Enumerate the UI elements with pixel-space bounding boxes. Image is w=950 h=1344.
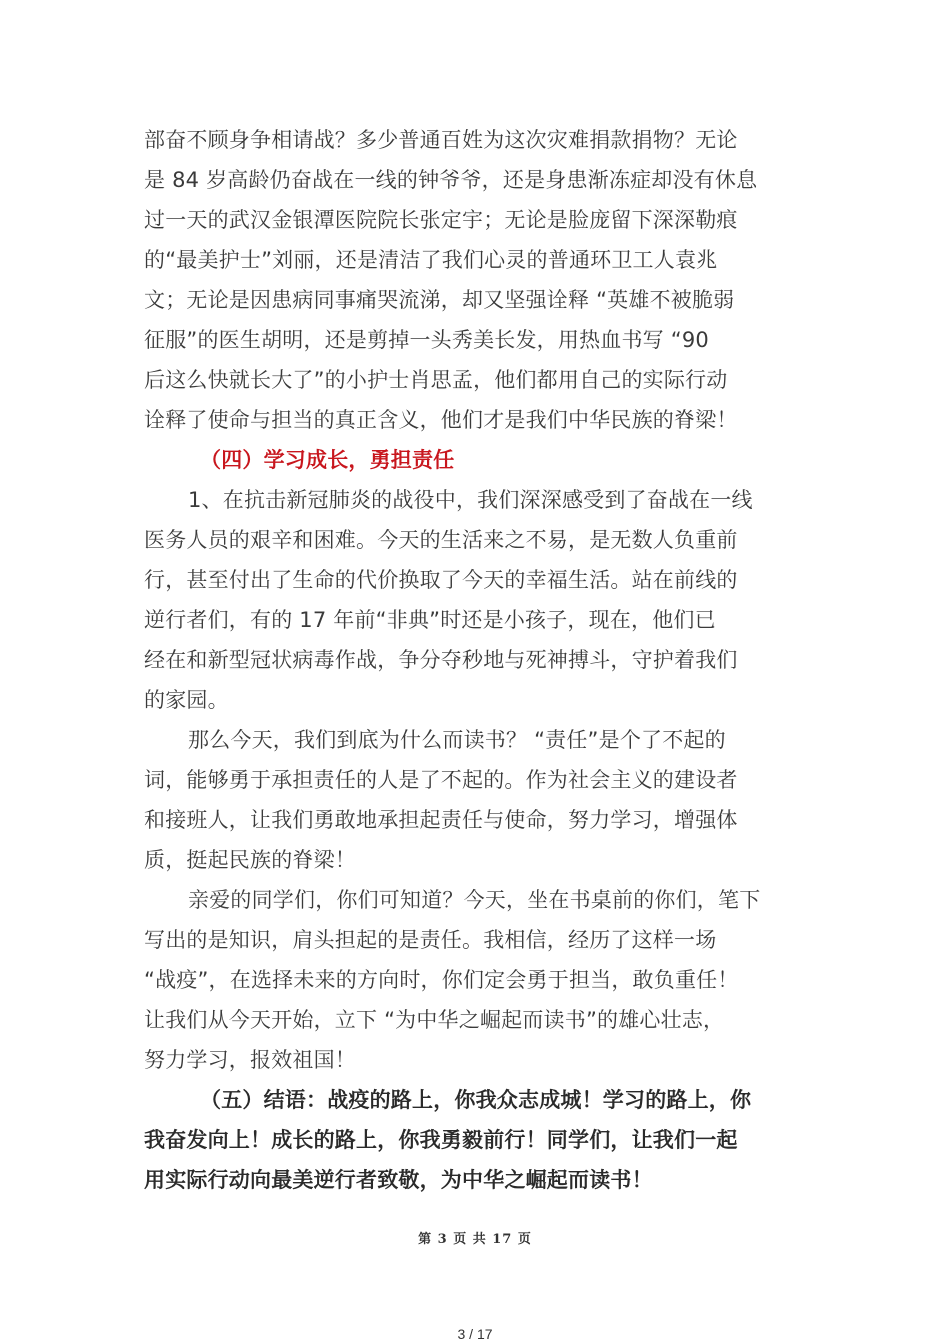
body-line: 文；无论是因患病同事痛哭流涕，却又坚强诠释 “英雄不被脆弱 (144, 288, 735, 312)
body-line: 过一天的武汉金银潭医院院长张定宇；无论是脸庞留下深深勒痕 (144, 208, 738, 232)
paragraph-3-line: 努力学习，报效祖国！ (144, 1048, 356, 1072)
paragraph-2-line: 质，挺起民族的脊梁！ (144, 848, 356, 872)
body-line: 是 84 岁高龄仍奋战在一线的钟爷爷，还是身患渐冻症却没有休息 (144, 168, 758, 192)
paragraph-1-line: 医务人员的艰辛和困难。今天的生活来之不易，是无数人负重前 (144, 528, 738, 552)
paragraph-3-line: “战疫”，在选择未来的方向时，你们定会勇于担当，敢负重任！ (144, 968, 739, 992)
paragraph-1-line: 的家园。 (144, 688, 229, 712)
paragraph-2-line: 那么今天，我们到底为什么而读书？ “责任”是个了不起的 (188, 728, 726, 752)
section-heading-5-line: 用实际行动向最美逆行者致敬，为中华之崛起而读书！ (144, 1168, 653, 1192)
page-indicator: 3 / 17 (457, 1326, 493, 1342)
paragraph-3-line: 亲爱的同学们，你们可知道？今天，坐在书桌前的你们，笔下 (188, 888, 761, 912)
document-body (144, 120, 814, 1200)
body-line: 部奋不顾身争相请战？多少普通百姓为这次灾难捐款捐物？无论 (144, 128, 738, 152)
paragraph-1-line: 行，甚至付出了生命的代价换取了今天的幸福生活。站在前线的 (144, 568, 738, 592)
paragraph-2-line: 和接班人，让我们勇敢地承担起责任与使命，努力学习，增强体 (144, 808, 738, 832)
paragraph-1-line: 逆行者们，有的 17 年前“非典”时还是小孩子，现在，他们已 (144, 608, 716, 632)
body-line: 后这么快就长大了”的小护士肖思孟，他们都用自己的实际行动 (144, 368, 728, 392)
section-heading-4: （四）学习成长，勇担责任 (200, 448, 455, 472)
body-line: 的“最美护士”刘丽，还是清洁了我们心灵的普通环卫工人袁兆 (144, 248, 718, 272)
paragraph-3-line: 让我们从今天开始，立下 “为中华之崛起而读书”的雄心壮志， (144, 1008, 725, 1032)
section-heading-5-line: （五）结语：战疫的路上，你我众志成城！学习的路上，你 (200, 1088, 752, 1112)
body-line: 征服”的医生胡明，还是剪掉一头秀美长发，用热血书写 “90 (144, 328, 709, 352)
paragraph-1-line: 经在和新型冠状病毒作战，争分夺秒地与死神搏斗，守护着我们 (144, 648, 738, 672)
paragraph-3-line: 写出的是知识，肩头担起的是责任。我相信，经历了这样一场 (144, 928, 717, 952)
paragraph-1-line: 1、在抗击新冠肺炎的战役中，我们深深感受到了奋战在一线 (188, 488, 753, 512)
section-heading-5-line: 我奋发向上！成长的路上，你我勇毅前行！同学们，让我们一起 (144, 1128, 738, 1152)
page-footer: 第 3 页 共 17 页 (418, 1232, 532, 1247)
body-line: 诠释了使命与担当的真正含义，他们才是我们中华民族的脊梁！ (144, 408, 738, 432)
paragraph-2-line: 词，能够勇于承担责任的人是了不起的。作为社会主义的建设者 (144, 768, 738, 792)
